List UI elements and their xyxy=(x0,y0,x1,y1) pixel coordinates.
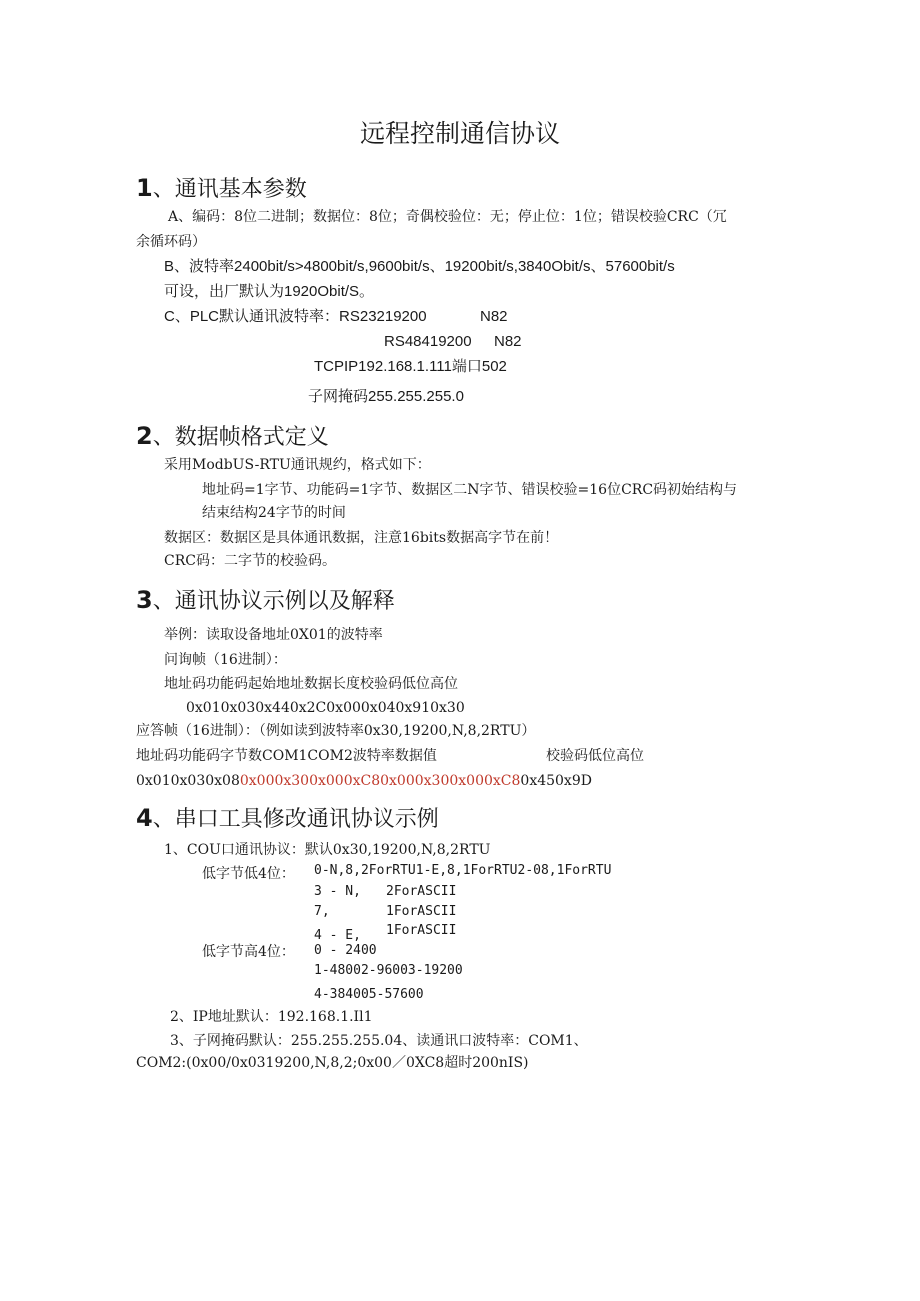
s4-high-nibble-2: 1-48002-96003-19200 xyxy=(314,963,463,978)
s4-low-nibble-3a: 7, xyxy=(314,904,330,919)
s3-query-frame-bytes: 0x010x030x440x2C0x000x040x910x30 xyxy=(186,700,465,716)
section-3-title: 、通讯协议示例以及解释 xyxy=(152,589,395,614)
section-4-title: 、串口工具修改通讯协议示例 xyxy=(152,807,439,832)
s3-query-frame-fields: 地址码功能码起始地址数据长度校验码低位高位 xyxy=(164,676,458,692)
s1-plc-rs485-format: N82 xyxy=(494,333,522,350)
s2-line-1: 采用ModbUS-RTU通讯规约，格式如下： xyxy=(164,457,431,473)
s4-low-nibble-4b: 1ForASCII xyxy=(386,923,457,938)
section-2-title: 、数据帧格式定义 xyxy=(152,425,329,450)
s2-line-5: CRC码：二字节的校验码。 xyxy=(164,553,336,569)
section-2-number: 2 xyxy=(136,422,153,450)
s1-subnet-mask: 子网掩码255.255.255.0 xyxy=(308,388,464,405)
s4-com-timeout: COM2:(0x00/0x0319200,N,8,2;0x00／0XC8超时200nIS) xyxy=(136,1055,529,1071)
s1-baud-line-2: 可设，出厂默认为1920Obit/S。 xyxy=(164,283,375,300)
s3-response-frame-fields: 地址码功能码字节数COM1COM2波特率数据值 xyxy=(136,748,437,764)
s3-response-frame-crc-fields: 校验码低位高位 xyxy=(546,748,644,764)
s2-line-3: 结束结构24字节的时间 xyxy=(202,505,346,521)
s1-baud-line-1: B、波特率2400bit/s>4800bit/s,9600bit/s、19200bit/s,3840Obit/s、57600bit/s xyxy=(164,258,675,275)
s4-low-nibble-label: 低字节低4位： xyxy=(202,866,295,882)
s2-line-2: 地址码=1字节、功能码=1字节、数据区二N字节、错误校验=16位CRC码初始结构与 xyxy=(202,482,738,498)
section-4-heading xyxy=(136,804,439,834)
s4-low-nibble-4a: 4 - E, xyxy=(314,928,361,943)
s4-subnet-default: 3、子网掩码默认：255.255.255.04、读通讯口波特率：COM1、 xyxy=(170,1033,588,1049)
s1-plc-rs232-format: N82 xyxy=(480,308,508,325)
s4-ip-default: 2、IP地址默认：192.168.1.Il1 xyxy=(170,1009,373,1025)
s1-tcpip: TCPIP192.168.1.111端口502 xyxy=(314,358,507,375)
s3-response-bytes-crc: 0x450x9D xyxy=(520,773,592,789)
s3-response-bytes-data: 0x000x300x000xC80x000x300x000xC8 xyxy=(239,773,521,789)
s4-low-nibble-2a: 3 - N, xyxy=(314,884,361,899)
section-3-heading xyxy=(136,586,395,616)
s4-high-nibble-3: 4-384005-57600 xyxy=(314,987,424,1002)
section-3-number: 3 xyxy=(136,586,153,614)
s2-line-4: 数据区：数据区是具体通讯数据，注意16bits数据高字节在前！ xyxy=(164,530,559,546)
s4-low-nibble-3b: 1ForASCII xyxy=(386,904,457,919)
s3-example: 举例：读取设备地址0X01的波特率 xyxy=(164,627,383,643)
s1-encoding-line-2: 余循环码） xyxy=(136,234,206,250)
s3-query-frame-label: 问询帧（16进制）： xyxy=(164,652,287,668)
s3-response-bytes-head: 0x010x030x08 xyxy=(136,773,240,789)
section-1-heading xyxy=(136,174,307,204)
document-title: 远程控制通信协议 xyxy=(359,119,560,148)
s3-response-frame-bytes xyxy=(136,772,592,790)
s1-plc-rs485: RS48419200 xyxy=(384,333,472,350)
s4-low-nibble-1: 0-N,8,2ForRTU1-E,8,1ForRTU2-08,1ForRTU xyxy=(314,863,612,878)
s1-encoding-line-1: A、编码：8位二进制；数据位：8位；奇偶校验位：无；停止位：1位；错误校验CRC（冗 xyxy=(168,209,727,225)
s3-response-frame-label: 应答帧（16进制）：（例如读到波特率0x30,19200,N,8,2RTU） xyxy=(136,723,536,739)
s4-low-nibble-2b: 2ForASCII xyxy=(386,884,457,899)
s4-high-nibble-label: 低字节高4位： xyxy=(202,944,295,960)
section-1-title: 、通讯基本参数 xyxy=(152,177,307,202)
s4-high-nibble-1: 0 - 2400 xyxy=(314,943,377,958)
section-1-number: 1 xyxy=(136,174,153,202)
s4-line-1: 1、COU口通讯协议：默认0x30,19200,N,8,2RTU xyxy=(164,842,491,858)
section-4-number: 4 xyxy=(136,804,153,832)
section-2-heading xyxy=(136,422,329,452)
s1-plc-rs232: C、PLC默认通讯波特率：RS23219200 xyxy=(164,308,427,325)
